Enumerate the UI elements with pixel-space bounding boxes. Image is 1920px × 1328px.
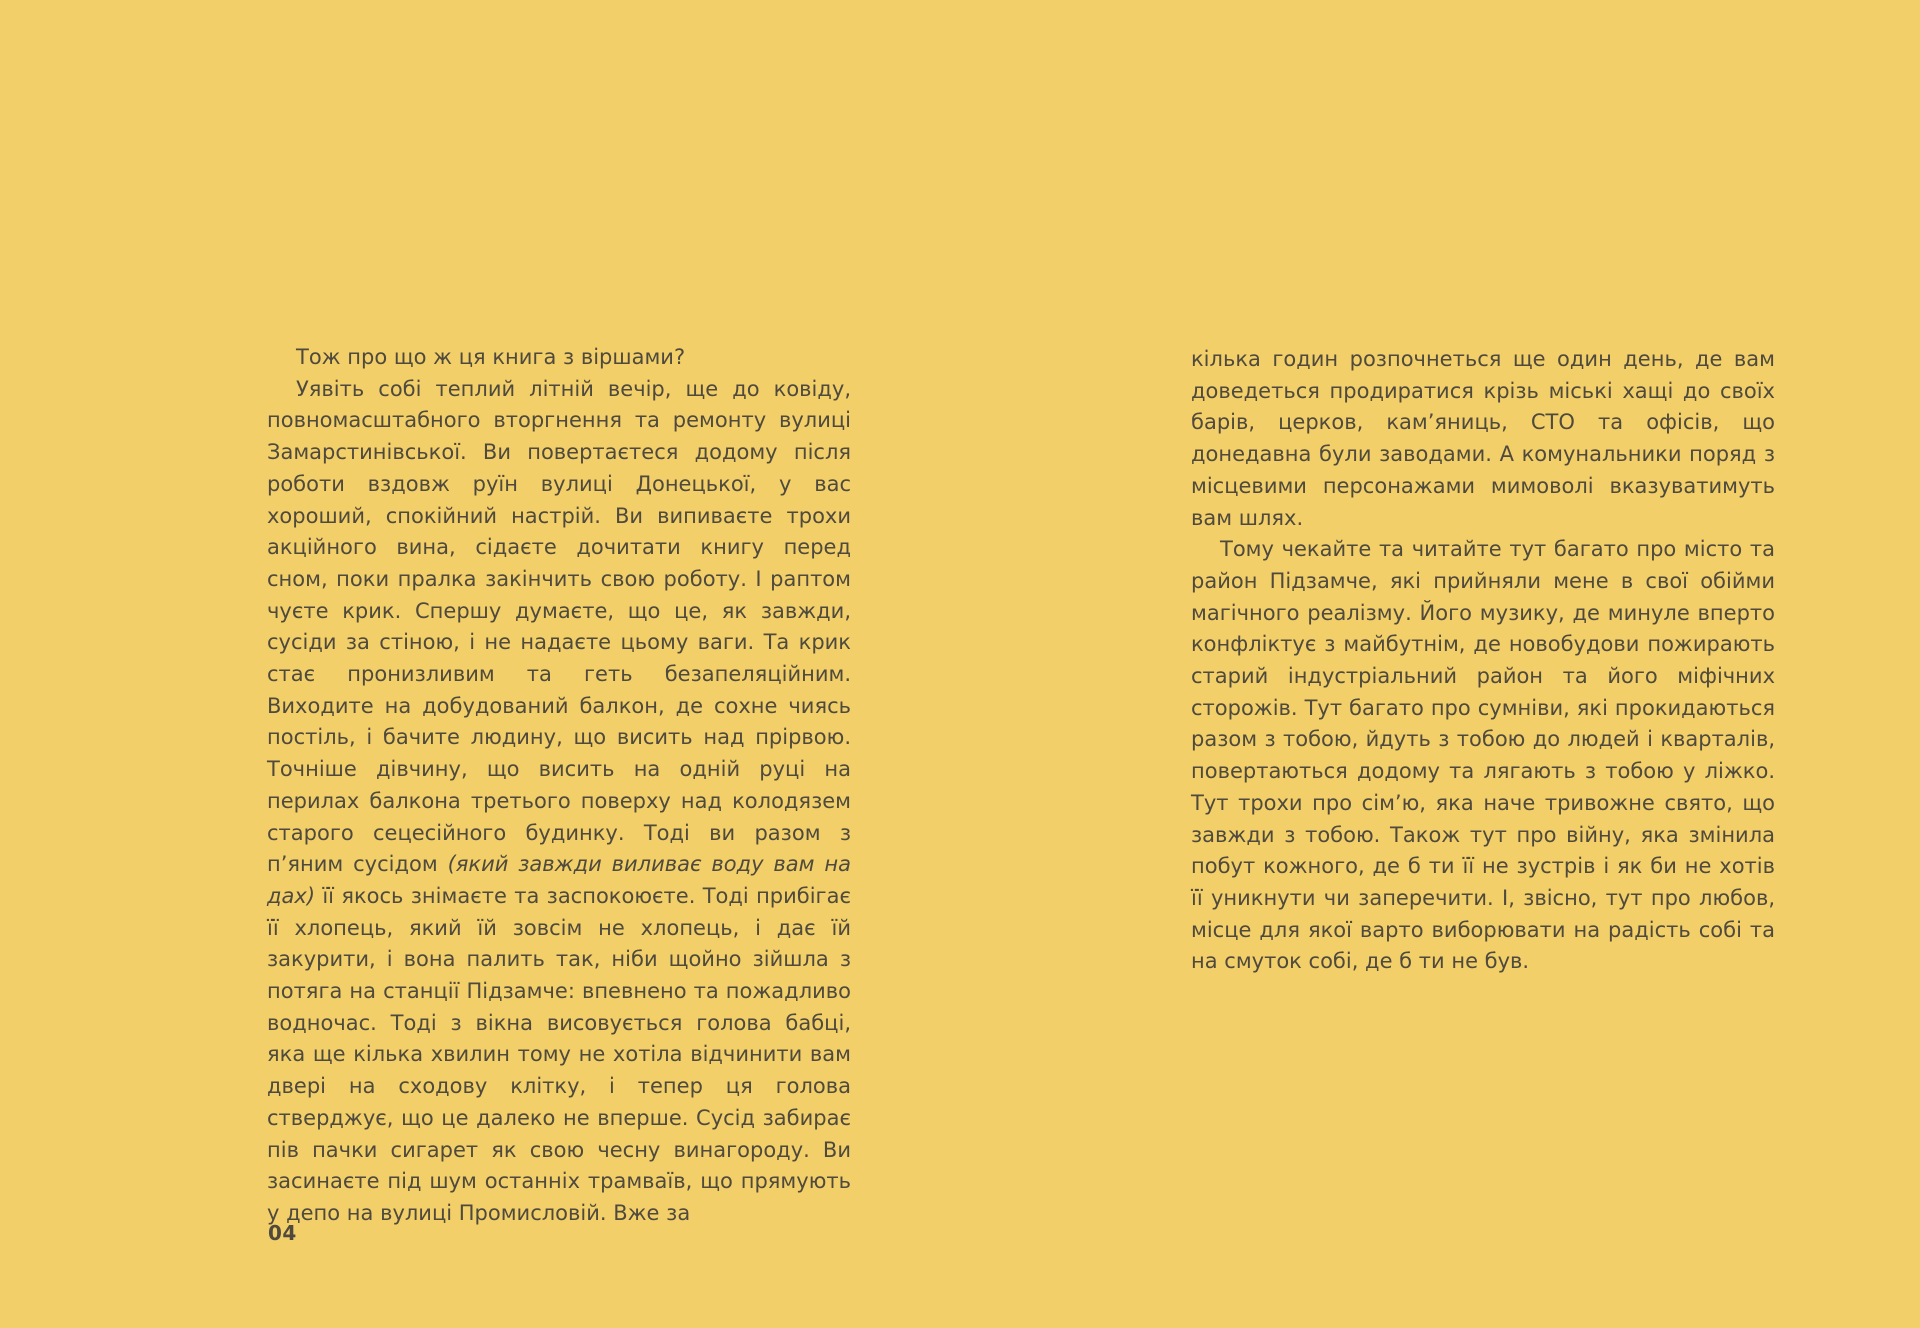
body-paragraph-2: Тому чекайте та читайте тут багато про місто та район Підзамче, які прийняли мене в свої обійми магічного реалізму. Його музику, де минуле вперто конфліктує з майбутнім, де новобудови пожирають старий індустріальний район та його міфічних сторожів. Тут багато про сумніви, які прокидаються разом з тобою, йдуть з тобою до людей і кварталів, повертаються додому та лягають з тобою у ліжко. Тут трохи про сім’ю, яка наче тривожне свято, що завжди з тобою. Також тут про війну, яка змінила побут кожного, де б ти її не зустрів і як би не хотів її уникнути чи заперечити. І, звісно, тут про любов, місце для якої варто виборювати на радість собі та на смуток собі, де б ти не був.	[1191, 537, 1775, 974]
body-paragraph-1-continuation: кілька годин розпочнеться ще один день, де вам доведеться продиратися крізь міські хащі до своїх барів, церков, кам’яниць, СТО та офісів, що донедавна були заводами. А комунальники поряд з місцевими персонажами мимоволі вказуватимуть вам шлях.	[1191, 347, 1775, 530]
page-number: 04	[268, 1221, 297, 1245]
paragraph-1-italic-aside: (який завжди виливає воду вам на дах)	[267, 852, 851, 908]
opening-question: Тож про що ж ця книга з віршами?	[296, 345, 686, 369]
left-text-column	[267, 342, 851, 1230]
paragraph-1-text-a: Уявіть собі теплий літній вечір, ще до ковіду, повномасштабного вторгнення та ремонту вулиці Замарстинівської. Ви повертаєтеся додому після роботи вздовж руїн вулиці Донецької, у вас хороший, спокійний настрій. Ви випиваєте трохи акційного вина, сідаєте дочитати книгу перед сном, поки пралка закінчить свою роботу. І раптом чуєте крик. Спершу думаєте, що це, як завжди, сусіди за стіною, і не надаєте цьому ваги. Та крик стає пронизливим та геть безапеляційним. Виходите на добудований балкон, де сохне чиясь постіль, і бачите людину, що висить над прірвою. Точніше дівчину, що висить на одній руці на перилах балкона третього поверху над колодязем старого сецесійного будинку. Тоді ви разом з п’яним сусідом	[267, 376, 851, 877]
body-paragraph-1	[267, 374, 851, 1230]
paragraph-1-text-b: її якось знімаєте та заспокоюєте. Тоді прибігає її хлопець, який їй зовсім не хлопець, і дає їй закурити, і вона палить так, ніби щойно зійшла з потяга на станції Підзамче: впевнено та пожадливо водночас. Тоді з вікна висовується голова бабці, яка ще кілька хвилин тому не хотіла відчинити вам двері на сходову клітку, і тепер ця голова стверджує, що це далеко не вперше. Сусід забирає пів пачки сигарет як свою чесну винагороду. Ви засинаєте під шум останніх трамваїв, що прямують у депо на вулиці Промисловій. Вже за	[267, 883, 851, 1225]
right-text-column	[1191, 344, 1775, 978]
